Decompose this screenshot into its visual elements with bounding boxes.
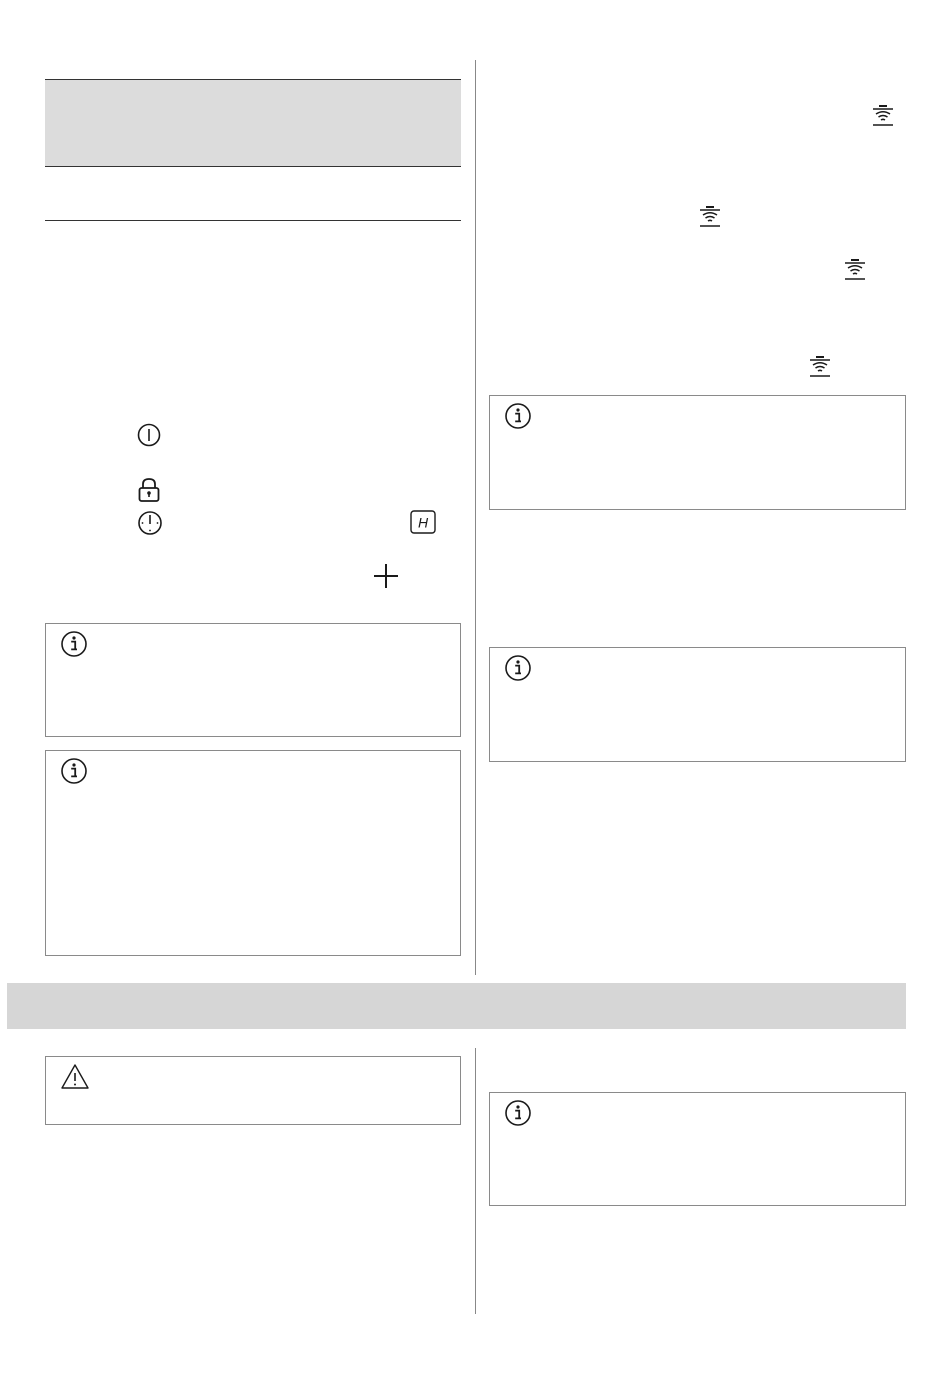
warning-icon xyxy=(60,1063,90,1091)
plus-icon xyxy=(373,563,399,589)
info-icon xyxy=(60,757,88,785)
hob-to-hood-icon xyxy=(808,355,832,379)
section-header-block xyxy=(45,80,461,166)
info-icon xyxy=(504,1099,532,1127)
note-box-3 xyxy=(489,395,906,510)
table-rule xyxy=(45,220,461,221)
column-divider-bottom xyxy=(475,1048,476,1314)
on-off-icon xyxy=(137,423,161,447)
warning-box xyxy=(45,1056,461,1125)
note-box-5 xyxy=(489,1092,906,1206)
info-icon xyxy=(504,654,532,682)
lock-icon xyxy=(137,477,161,503)
hob-to-hood-icon xyxy=(871,104,895,128)
info-icon xyxy=(60,630,88,658)
note-box-2 xyxy=(45,750,461,956)
svg-text:H: H xyxy=(417,514,429,531)
note-box-4 xyxy=(489,647,906,762)
note-box-1 xyxy=(45,623,461,737)
hob-to-hood-icon xyxy=(698,205,722,229)
column-divider-top xyxy=(475,60,476,975)
header-bottom-rule xyxy=(45,166,461,167)
hob-to-hood-icon xyxy=(843,258,867,282)
info-icon xyxy=(504,402,532,430)
residual-heat-h-icon xyxy=(410,510,436,534)
section-band xyxy=(7,983,906,1029)
timer-icon xyxy=(137,510,163,536)
